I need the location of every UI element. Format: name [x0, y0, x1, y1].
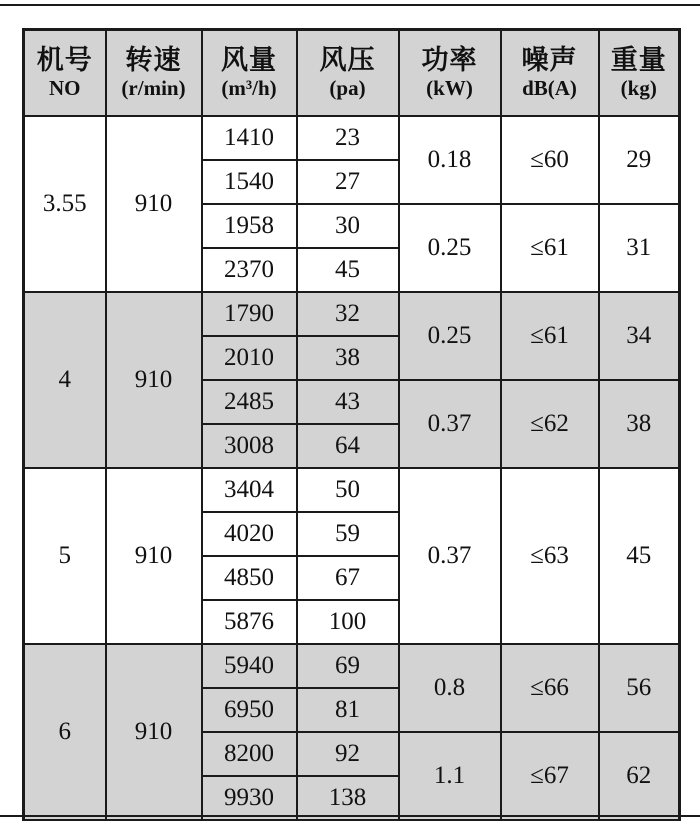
- cell-weight: 56: [599, 644, 680, 732]
- cell-air-pressure: 30: [297, 204, 399, 248]
- cell-air-flow: 3008: [202, 424, 297, 468]
- cell-air-pressure: 45: [297, 248, 399, 292]
- cell-air-flow: 4020: [202, 512, 297, 556]
- cell-air-pressure: 92: [297, 732, 399, 776]
- fan-spec-table: [22, 28, 681, 821]
- column-title: 机号: [36, 45, 93, 76]
- cell-air-pressure: 138: [297, 776, 399, 821]
- top-rule: [0, 4, 700, 6]
- cell-power: 0.37: [399, 468, 501, 644]
- cell-air-flow: 5940: [202, 644, 297, 688]
- cell-power: 0.37: [399, 380, 501, 468]
- cell-air-pressure: 27: [297, 160, 399, 204]
- cell-noise: ≤66: [501, 644, 599, 732]
- cell-air-pressure: 67: [297, 556, 399, 600]
- column-title: 功率: [421, 45, 478, 76]
- cell-weight: 45: [599, 468, 680, 644]
- cell-speed: 910: [106, 468, 202, 644]
- cell-air-pressure: 43: [297, 380, 399, 424]
- cell-machine-no: 3.55: [24, 116, 106, 292]
- cell-power: 0.18: [399, 116, 501, 204]
- column-unit: NO: [49, 75, 81, 100]
- column-header-noise: [501, 30, 599, 117]
- cell-speed: 910: [106, 644, 202, 821]
- cell-air-pressure: 64: [297, 424, 399, 468]
- cell-weight: 38: [599, 380, 680, 468]
- cell-air-flow: 2010: [202, 336, 297, 380]
- column-title: 噪声: [521, 45, 578, 76]
- column-title: 转速: [125, 45, 182, 76]
- column-unit: (m³/h): [221, 75, 277, 100]
- cell-noise: ≤62: [501, 380, 599, 468]
- cell-air-pressure: 23: [297, 116, 399, 160]
- cell-air-pressure: 38: [297, 336, 399, 380]
- column-title: 重量: [610, 45, 667, 76]
- cell-air-flow: 3404: [202, 468, 297, 512]
- cell-air-flow: 5876: [202, 600, 297, 644]
- column-unit: (pa): [329, 75, 366, 100]
- table-header: [24, 30, 680, 117]
- cell-air-pressure: 100: [297, 600, 399, 644]
- cell-air-flow: 4850: [202, 556, 297, 600]
- cell-noise: ≤63: [501, 468, 599, 644]
- cell-air-flow: 9930: [202, 776, 297, 821]
- cell-air-flow: 2485: [202, 380, 297, 424]
- cell-weight: 34: [599, 292, 680, 380]
- cell-air-pressure: 59: [297, 512, 399, 556]
- cell-power: 0.25: [399, 292, 501, 380]
- table-row: [24, 292, 680, 336]
- cell-power: 0.25: [399, 204, 501, 292]
- cell-air-flow: 2370: [202, 248, 297, 292]
- cell-power: 0.8: [399, 644, 501, 732]
- column-header-speed: [106, 30, 202, 117]
- column-title: 风量: [221, 45, 277, 76]
- cell-weight: 31: [599, 204, 680, 292]
- cell-power: 1.1: [399, 732, 501, 821]
- cell-weight: 29: [599, 116, 680, 204]
- column-header-power: [399, 30, 501, 117]
- cell-machine-no: 4: [24, 292, 106, 468]
- cell-air-flow: 1958: [202, 204, 297, 248]
- column-header-weight: [599, 30, 680, 117]
- cell-machine-no: 5: [24, 468, 106, 644]
- table-row: [24, 116, 680, 160]
- cell-noise: ≤60: [501, 116, 599, 204]
- column-unit: (kg): [620, 75, 657, 100]
- cell-air-pressure: 50: [297, 468, 399, 512]
- column-unit: dB(A): [522, 75, 577, 100]
- cell-air-pressure: 69: [297, 644, 399, 688]
- cell-air-pressure: 81: [297, 688, 399, 732]
- table-row: [24, 468, 680, 512]
- column-header-pressure: [297, 30, 399, 117]
- cell-speed: 910: [106, 292, 202, 468]
- header-row: [24, 30, 680, 117]
- column-header-flow: [202, 30, 297, 117]
- cell-noise: ≤67: [501, 732, 599, 821]
- cell-noise: ≤61: [501, 292, 599, 380]
- column-header-no: [24, 30, 106, 117]
- cell-noise: ≤61: [501, 204, 599, 292]
- fan-spec-table-container: [22, 28, 681, 821]
- column-title: 风压: [319, 45, 376, 76]
- cell-weight: 62: [599, 732, 680, 821]
- cell-air-flow: 1540: [202, 160, 297, 204]
- cell-air-flow: 6950: [202, 688, 297, 732]
- bottom-rule: [0, 815, 700, 817]
- cell-air-flow: 1790: [202, 292, 297, 336]
- column-unit: (kW): [426, 75, 473, 100]
- cell-air-flow: 1410: [202, 116, 297, 160]
- table-body: [24, 116, 680, 821]
- column-unit: (r/min): [121, 75, 186, 100]
- cell-machine-no: 6: [24, 644, 106, 821]
- cell-air-pressure: 32: [297, 292, 399, 336]
- cell-air-flow: 8200: [202, 732, 297, 776]
- table-row: [24, 644, 680, 688]
- cell-speed: 910: [106, 116, 202, 292]
